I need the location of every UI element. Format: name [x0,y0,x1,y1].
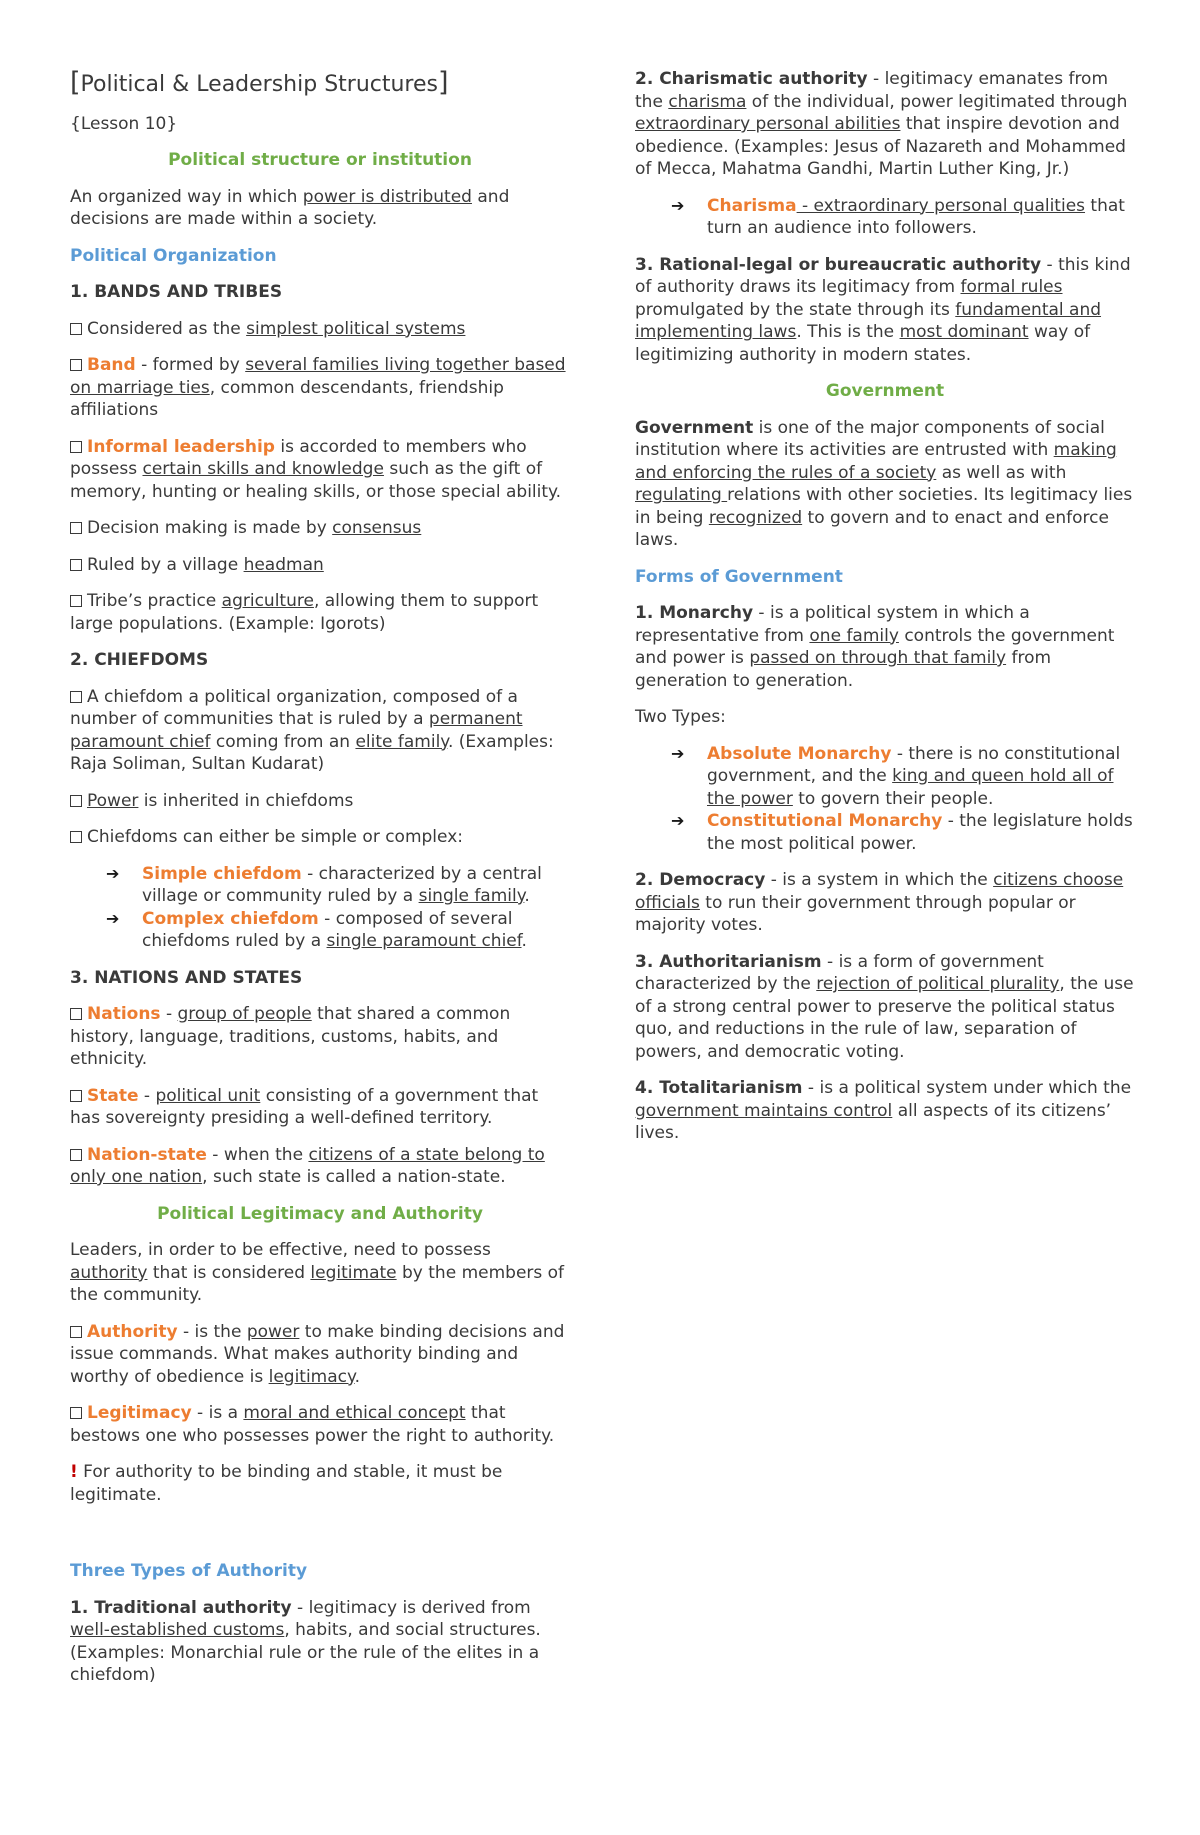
section-heading-political-organization: Political Organization [70,245,277,266]
political-structure-definition: An organized way in which power is distributed and decisions are made within a society. [70,186,510,229]
nations-item-1: Nations - group of people that shared a common history, language, traditions, customs, habits, and ethnicity. [70,1004,511,1069]
right-column [635,68,1135,1159]
empty-checkbox-icon [70,1090,82,1102]
empty-checkbox-icon [70,595,82,607]
right-arrow-icon: ➔ [671,195,685,215]
list-item-absolute-monarchy: ➔ Absolute Monarchy - there is no constitutional government, and the king and queen hold all of the power to govern their people. [671,743,1121,809]
empty-checkbox-icon [70,441,82,453]
charisma-list [635,195,1135,240]
chiefdoms-item-1: A chiefdom a political organization, composed of a number of communities that is ruled by a permanent paramount chief coming from an elite family. (Examples: Raja Soliman, Sultan Kudarat) [70,686,554,774]
chiefdoms-item-3: Chiefdoms can either be simple or complex: [70,826,570,849]
bands-item-2: Band - formed by several families living together based on marriage ties, common descendants, friendship affiliations [70,355,566,420]
lesson-label: {Lesson 10} [70,113,178,134]
empty-checkbox-icon [70,559,82,571]
section-heading-political-structure: Political structure or institution [168,150,472,170]
empty-checkbox-icon [70,691,82,703]
traditional-authority: 1. Traditional authority - legitimacy is derived from well-established customs, habits, and social structures. (Examples: Monarchial rule or the rule of the elites in a chiefdom) [70,1597,541,1685]
empty-checkbox-icon [70,323,82,335]
subheading-nations-and-states: 3. NATIONS AND STATES [70,967,303,988]
nations-item-2: State - political unit consisting of a government that has sovereignty presiding a well-defined territory. [70,1085,539,1128]
rational-legal-authority: 3. Rational-legal or bureaucratic authority - this kind of authority draws its legitimacy from formal rules promulgated by the state through its fundamental and implementing laws. This is the most dominant way of legitimizing authority in modern states. [635,254,1131,365]
list-item-constitutional-monarchy: ➔ Constitutional Monarchy - the legislature holds the most political power. [671,811,1133,854]
section-heading-three-types-of-authority: Three Types of Authority [70,1561,308,1581]
nations-item-3: Nation-state - when the citizens of a state belong to only one nation, such state is called a nation-state. [70,1144,545,1187]
democracy-definition: 2. Democracy - is a system in which the citizens choose officials to run their government through popular or majority votes. [635,870,1124,935]
two-types-label: Two Types: [635,707,726,727]
empty-checkbox-icon [70,1407,82,1419]
empty-checkbox-icon [70,1326,82,1338]
list-item-simple-chiefdom: ➔ Simple chiefdom - characterized by a central village or community ruled by a single family. [106,863,542,906]
authority-definition: Authority - is the power to make binding decisions and issue commands. What makes authority binding and worthy of obedience is legitimacy. [70,1321,565,1387]
monarchy-types-list [635,743,1135,856]
right-arrow-icon: ➔ [106,908,120,928]
empty-checkbox-icon [70,1008,82,1020]
right-arrow-icon: ➔ [671,811,685,830]
authoritarianism-definition: 3. Authoritarianism - is a form of government characterized by the rejection of political plurality, the use of a strong central power to preserve the political status quo, and reductions in the rule of law, separation of powers, and democratic voting. [635,951,1134,1062]
exclamation-icon: ! [70,1462,78,1482]
empty-checkbox-icon [70,359,82,371]
list-item-charisma: ➔ Charisma - extraordinary personal qualities that turn an audience into followers. [671,195,1125,238]
chiefdoms-item-2: Power is inherited in chiefdoms [70,790,570,813]
section-heading-forms-of-government: Forms of Government [635,566,843,587]
empty-checkbox-icon [70,831,82,843]
legitimacy-intro: Leaders, in order to be effective, need to possess authority that is considered legitimate by the members of the community. [70,1240,565,1305]
subheading-chiefdoms: 2. CHIEFDOMS [70,650,209,670]
empty-checkbox-icon [70,1149,82,1161]
empty-checkbox-icon [70,795,82,807]
bands-item-3: Informal leadership is accorded to members who possess certain skills and knowledge such as the gift of memory, hunting or healing skills, or those special ability. [70,436,562,502]
left-column [70,68,570,1701]
bands-item-4: Decision making is made by consensus [70,517,570,540]
document-title: [Political & Leadership Structures] [70,67,449,98]
legitimacy-note: ! For authority to be binding and stable, it must be legitimate. [70,1462,503,1505]
empty-checkbox-icon [70,522,82,534]
right-arrow-icon: ➔ [106,863,120,883]
section-heading-government: Government [825,381,945,401]
subheading-bands-and-tribes: 1. BANDS AND TRIBES [70,282,283,302]
monarchy-definition: 1. Monarchy - is a political system in which a representative from one family controls the government and power is passed on through that family from generation to generation. [635,603,1115,691]
government-definition: Government is one of the major components of social institution where its activities are entrusted with making and enforcing the rules of a society as well as with regulating relations with other societies. Its legitimacy lies in being recognized to govern and to enact and enforce laws. [635,417,1133,550]
right-arrow-icon: ➔ [671,743,685,763]
section-heading-political-legitimacy: Political Legitimacy and Authority [157,1203,483,1224]
charismatic-authority: 2. Charismatic authority - legitimacy emanates from the charisma of the individual, power legitimated through extraordinary personal abilities that inspire devotion and obedience. (Examples: Jesus of Nazareth and Mohammed of Mecca, Mahatma Gandhi, Martin Luther King, Jr.) [635,69,1128,179]
bands-item-6: Tribe’s practice agriculture, allowing them to support large populations. (Example: Igorots) [70,591,539,634]
list-item-complex-chiefdom: ➔ Complex chiefdom - composed of several chiefdoms ruled by a single paramount chief. [106,908,527,951]
totalitarianism-definition: 4. Totalitarianism - is a political system under which the government maintains control all aspects of its citizens’ lives. [635,1078,1132,1143]
bands-item-1: Considered as the simplest political systems [70,318,570,341]
chiefdom-types-list [70,863,570,953]
bands-item-5: Ruled by a village headman [70,554,570,577]
legitimacy-definition: Legitimacy - is a moral and ethical concept that bestows one who possesses power the right to authority. [70,1403,555,1446]
